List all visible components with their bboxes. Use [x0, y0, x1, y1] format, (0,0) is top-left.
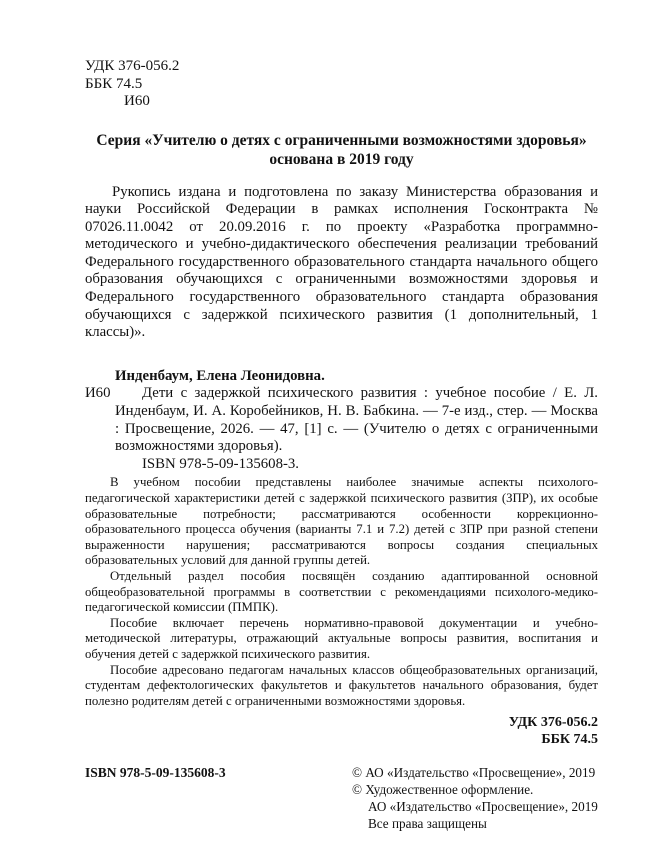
footer-isbn: ISBN 978-5-09-135608-3: [85, 765, 226, 781]
classification-codes-top: [85, 58, 598, 111]
footer-row: [85, 764, 598, 832]
annotation-paragraph-3: Пособие включает перечень нормативно-правовой документации и учебно-методической литературы, отражающий актуальные вопросы развития, воспитания и обучения детей с задержкой психического развития.: [85, 615, 598, 661]
catalog-entry-text: Дети с задержкой психического развития : учебное пособие / Е. Л. Инденбаум, И. А. Коробейников, Н. В. Бабкина. — 7-е изд., стер. — Москва : Просвещение, 2026. — 47, [1] с. — (Учителю о детях с ограниченными возможностями здоровья).: [115, 385, 598, 455]
copyright-line-3: АО «Издательство «Просвещение», 2019: [368, 799, 598, 815]
series-note: Серия «Учителю о детях с ограниченными возможностями здоровья» основана в 2019 году: [96, 131, 587, 168]
author-heading: Инденбаум, Елена Леонидовна.: [115, 367, 325, 384]
annotation-paragraph-1: В учебном пособии представлены наиболее значимые аспекты психолого-педагогической характеристики детей с задержкой психического развития (ЗПР), их особые образовательные потребности; рассматриваются особенности коррекционно-образовательного процесса обучения (варианты 7.1 и 7.2) детей с ЗПР при разной степени выраженности нарушения; рассматриваются вопросы создания специальных образовательных условий для данной группы детей.: [85, 475, 598, 568]
udk-code-bottom: УДК 376-056.2: [508, 715, 598, 731]
catalog-isbn: ISBN 978-5-09-135608-3.: [142, 455, 300, 472]
classification-codes-bottom: [85, 714, 598, 748]
copyright-block: [352, 764, 598, 832]
annotation-paragraph-4: Пособие адресовано педагогам начальных классов общеобразовательных организаций, студентам дефектологических факультетов и факультетов начального образования, будет полезно родителям детей с ограниченными возможностями здоровья.: [85, 662, 598, 708]
copyright-line-2: © Художественное оформление.: [352, 782, 534, 798]
author-sign-catalog: И60: [85, 385, 111, 402]
manuscript-note: Рукопись издана и подготовлена по заказу Министерства образования и науки Российской Федерации в рамках исполнения Госконтракта № 07026.11.0042 от 20.09.2016 г. по проекту «Разработка программно-методического и учебно-дидактического обеспечения реализации требований Федерального государственного образовательного стандарта начального общего образования обучающихся с ограниченными возможностями здоровья и Федерального государственного образовательного стандарта образования обучающихся с задержкой психического развития (1 дополнительный, 1 классы)».: [85, 183, 598, 341]
author-sign-top: И60: [124, 93, 150, 109]
copyright-line-1: © АО «Издательство «Просвещение», 2019: [352, 765, 596, 781]
catalog-entry-block: [85, 385, 598, 455]
bbk-code-top: ББК 74.5: [85, 75, 143, 92]
copyright-line-4: Все права защищены: [368, 816, 487, 832]
annotation-paragraph-2: Отдельный раздел пособия посвящён созданию адаптированной основной общеобразовательной программы в соответствии с рекомендациями психолого-медико-педагогической комиссии (ПМПК).: [85, 568, 598, 615]
udk-code-top: УДК 376-056.2: [85, 58, 180, 74]
bbk-code-bottom: ББК 74.5: [541, 732, 598, 748]
annotation-block: [85, 475, 598, 709]
